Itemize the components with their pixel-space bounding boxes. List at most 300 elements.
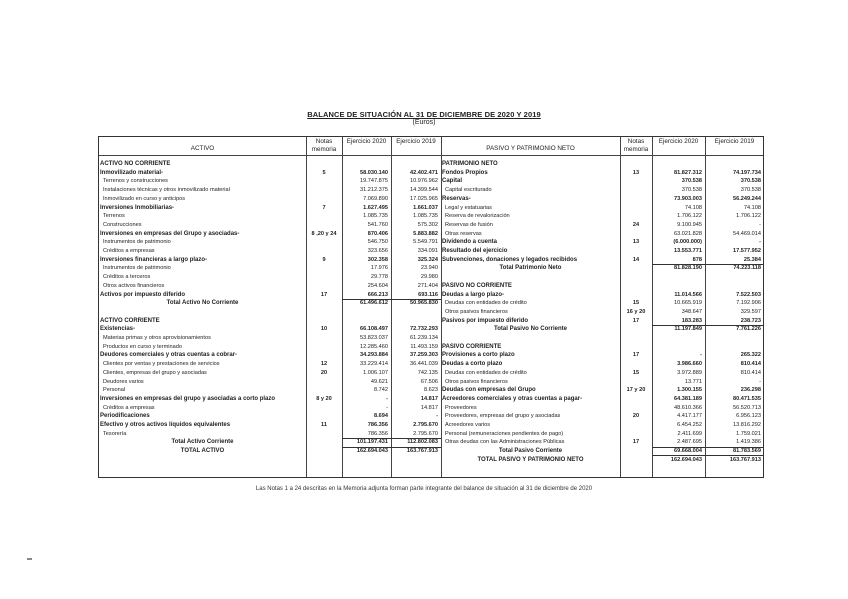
table-row-value-y2020 — [342, 160, 388, 168]
table-row-label: Instrumentos de patrimonio — [103, 265, 171, 272]
table-row-value-y2020: 61.496.612 — [360, 300, 388, 307]
table-row-label: Deudas a largo plazo- — [442, 291, 505, 298]
table-row-label: Deudas con entidades de crédito — [445, 369, 527, 376]
table-row-nota: 11 — [321, 422, 327, 428]
total-underline — [705, 264, 764, 265]
table-row-nota: 17 — [632, 352, 640, 359]
table-row-label: Clientes por ventas y prestaciones de servicios — [103, 361, 220, 368]
table-row-value-y2019: 238.723 — [740, 317, 761, 324]
table-row-nota — [306, 343, 342, 351]
table-row-label: Otros pasivos financieros — [445, 308, 508, 315]
table-row-value-y2020: 786.356 — [367, 430, 388, 437]
table-row-nota — [620, 404, 652, 412]
table-row-value-y2020: 254.604 — [367, 282, 388, 289]
table-row-label: PASIVO CORRIENTE — [442, 343, 502, 350]
table-row-value-y2019: 74.197.734 — [733, 169, 761, 176]
table-row-value-y2020: 29.778 — [370, 274, 388, 281]
total-underline — [652, 264, 705, 265]
table-row-nota — [306, 238, 342, 246]
table-row-label: PATRIMONIO NETO — [442, 161, 498, 167]
table-row-value-y2019: 2.795.670 — [413, 422, 438, 428]
table-row-value-y2020: 183.283 — [681, 317, 702, 324]
table-row-value-y2019: 163.767.913 — [729, 456, 761, 463]
table-row-nota — [620, 160, 652, 168]
table-row-nota — [620, 421, 652, 429]
total-underline — [391, 299, 441, 300]
table-row-label: Productos en curso y terminado — [103, 343, 182, 350]
table-row-value-y2020: 49.621 — [370, 378, 388, 385]
table-row-nota — [620, 447, 652, 455]
table-row-value-y2020: 11.197.849 — [674, 326, 702, 333]
table-row-value-y2020: 6.454.252 — [677, 422, 702, 428]
table-row-value-y2020: 348.647 — [681, 308, 702, 315]
table-row-nota — [620, 204, 652, 212]
table-row-value-y2019: 5.883.882 — [413, 230, 438, 237]
table-row-value-y2019: 11.493.159 — [410, 343, 438, 350]
header-divider — [99, 155, 763, 156]
header-ejercicio-2020-activo: Ejercicio 2020 — [346, 138, 387, 145]
table-row-value-y2019: 1.759.021 — [736, 430, 761, 437]
table-row-nota — [306, 195, 342, 203]
table-row-value-y2019: 370.538 — [740, 178, 761, 185]
table-row-value-y2019: 163.767.913 — [406, 448, 438, 455]
table-row-nota — [306, 447, 342, 455]
table-row-value-y2020: 162.694.043 — [670, 456, 702, 463]
table-row-value-y2019: 36.441.039 — [410, 361, 438, 368]
table-row-label: Construcciones — [103, 221, 142, 228]
table-row-value-y2020: 2.411.699 — [677, 430, 702, 437]
table-row-value-y2019: 50.965.830 — [410, 300, 438, 307]
table-row-label: Total Patrimonio Neto — [499, 265, 562, 272]
table-row-value-y2019 — [391, 308, 438, 316]
table-row-value-y2019: 14.817 — [420, 404, 438, 411]
table-row-value-y2019: 42.402.471 — [410, 169, 438, 176]
table-row-nota: 15 — [632, 300, 640, 307]
header-activo: ACTIVO — [190, 145, 215, 152]
table-row-value-y2020: 541.760 — [367, 221, 388, 228]
table-row-nota — [620, 360, 652, 368]
header-ejercicio-2019-pasivo: Ejercicio 2019 — [714, 138, 755, 145]
table-row-value-y2020: 3.986.660 — [677, 361, 702, 368]
total-underline — [652, 455, 705, 456]
table-row-nota — [306, 334, 342, 342]
table-row-value-y2019: 575.302 — [417, 221, 438, 228]
table-row-value-y2019: 13.816.292 — [733, 422, 761, 428]
table-row-value-y2020 — [342, 317, 388, 325]
table-row-nota: 12 — [320, 361, 328, 368]
table-row-value-y2019: 37.259.303 — [410, 352, 438, 359]
table-row-label: Periodificaciones — [100, 413, 150, 420]
table-row-value-y2020: 33.229.414 — [360, 361, 388, 368]
table-row-value-y2019: 61.239.134 — [410, 335, 438, 341]
table-row-value-y2019: 23.940 — [420, 265, 438, 272]
table-row-value-y2020 — [652, 334, 702, 342]
table-row-value-y2020: 9.100.945 — [677, 221, 702, 228]
table-row-nota — [306, 317, 342, 325]
table-row-label: Clientes, empresas del grupo y asociadas — [103, 369, 207, 376]
table-row-nota: 24 — [632, 221, 640, 228]
table-row-value-y2020: 81.827.312 — [674, 169, 702, 176]
table-row-nota: 5 — [322, 169, 326, 176]
table-row-value-y2019: 10.976.962 — [410, 178, 438, 185]
table-row-value-y2019: 25.384 — [743, 256, 761, 263]
table-row-value-y2020: 17.976 — [370, 265, 388, 272]
table-row-label — [100, 308, 305, 316]
table-row-value-y2019: 67.506 — [420, 378, 438, 385]
table-row-label: Deudas a corto plazo — [442, 361, 503, 368]
table-row-value-y2020: 73.903.003 — [674, 195, 702, 202]
table-row-value-y2020: 31.212.375 — [360, 187, 388, 194]
table-row-label: Existencias- — [100, 326, 136, 333]
table-row-nota — [306, 299, 342, 307]
table-row-value-y2020: 786.356 — [367, 422, 388, 428]
table-row-value-y2020: 69.668.004 — [674, 448, 702, 455]
table-row-label — [442, 273, 619, 281]
table-row-nota — [620, 456, 652, 464]
table-row-value-y2019: 2.795.670 — [413, 430, 438, 437]
table-row-label: Total Activo Corriente — [171, 439, 234, 446]
table-row-value-y2020: - — [386, 395, 388, 402]
table-row-nota — [620, 282, 652, 290]
table-row-value-y2020: 66.108.497 — [360, 326, 388, 333]
table-row-value-y2019 — [705, 273, 761, 281]
table-row-label: Deudores varios — [103, 378, 144, 385]
table-row-nota — [620, 195, 652, 203]
table-row-label: Créditos a terceros — [103, 274, 151, 281]
table-row-label: Tesorería — [103, 430, 127, 437]
table-row-nota — [306, 247, 342, 255]
table-row-value-y2020: 8.694 — [374, 413, 388, 420]
table-row-value-y2020: 870.406 — [367, 230, 388, 237]
table-row-value-y2019: 72.732.293 — [410, 326, 438, 333]
table-row-nota: 13 — [632, 239, 640, 246]
table-row-label: Inversiones en empresas del grupo y asociadas a corto plazo — [100, 395, 276, 402]
table-row-value-y2020: 370.538 — [681, 178, 702, 185]
table-row-label: Deudas con empresas del Grupo — [442, 387, 536, 394]
table-row-label: Acreedores varios — [445, 422, 491, 428]
table-row-nota — [620, 395, 652, 403]
table-row-label: Inversiones en empresas del Grupo y asociadas- — [100, 230, 240, 237]
table-row-label: Reserva de revalorización — [445, 213, 510, 220]
table-row-label: Otros pasivos financieros — [445, 378, 508, 385]
table-row-label: Terrenos y construcciones — [103, 178, 168, 185]
table-row-nota: 14 — [632, 256, 640, 263]
table-row-value-y2020: - — [700, 352, 702, 359]
table-row-value-y2019: 17.577.952 — [733, 248, 761, 254]
table-row-nota — [306, 308, 342, 316]
table-row-label: Instalaciones técnicas y otros inmovilizado material — [103, 187, 230, 194]
table-row-value-y2020: 58.030.140 — [360, 169, 388, 176]
balance-sheet-table — [98, 136, 764, 478]
table-row-nota: 20 — [320, 369, 328, 376]
table-row-label: Reservas- — [442, 195, 471, 202]
table-row-value-y2019: 74.108 — [743, 204, 761, 211]
table-row-value-y2019: 693.116 — [418, 291, 438, 298]
table-row-nota — [306, 438, 342, 446]
table-row-value-y2020 — [652, 282, 702, 290]
table-row-value-y2020: 63.021.828 — [674, 230, 702, 237]
table-row-label: Personal (remuneraciones pendientes de pago) — [445, 430, 564, 437]
total-underline — [342, 438, 391, 439]
table-row-nota — [306, 282, 342, 290]
table-row-value-y2020: 302.358 — [367, 256, 388, 263]
document-subtitle: (Euros) — [412, 119, 436, 126]
table-row-value-y2019: 236.298 — [740, 387, 761, 394]
table-row-value-y2020: 323.656 — [367, 248, 388, 254]
table-row-nota: 9 — [322, 256, 326, 263]
table-row-value-y2019 — [705, 334, 761, 342]
table-row-value-y2019: - — [759, 239, 761, 246]
table-row-value-y2019: 1.706.122 — [736, 213, 761, 220]
table-row-nota: 17 — [320, 291, 328, 298]
table-row-value-y2019: - — [436, 413, 438, 420]
table-row-nota: 17 y 20 — [626, 387, 646, 394]
table-row-nota — [620, 343, 652, 351]
total-underline — [652, 447, 705, 448]
document-title: BALANCE DE SITUACIÓN AL 31 DE DICIEMBRE DE 2020 Y 2019 — [307, 110, 541, 119]
table-row-label: Personal — [103, 387, 126, 394]
table-row-value-y2019: 74.223.118 — [733, 265, 761, 272]
table-row-nota — [306, 273, 342, 281]
table-row-label: Inmovilizado material- — [100, 169, 164, 176]
table-row-label: Subvenciones, donaciones y legados recibidos — [442, 256, 578, 263]
table-row-value-y2019: 742.135 — [417, 369, 438, 376]
table-row-value-y2020: 1.627.495 — [363, 204, 388, 211]
table-row-value-y2019: 271.404 — [417, 282, 438, 289]
total-underline — [705, 325, 764, 326]
table-row-nota — [620, 273, 652, 281]
table-row-value-y2020: 878 — [692, 256, 702, 263]
total-underline — [705, 447, 764, 448]
table-row-nota — [620, 177, 652, 185]
table-row-label: Inversiones Inmobiliarias- — [100, 204, 175, 211]
table-row-label: Instrumentos de patrimonio — [103, 239, 171, 246]
table-row-label: Otras reservas — [445, 230, 482, 237]
table-row-label: Reservas de fusión — [445, 221, 493, 228]
table-row-value-y2020: 11.014.566 — [674, 291, 702, 298]
total-underline — [342, 447, 391, 448]
table-row-value-y2020: 1.300.155 — [677, 387, 702, 394]
table-row-nota — [620, 186, 652, 194]
table-row-value-y2020: 64.381.189 — [674, 395, 702, 402]
table-row-label: Total Pasivo No Corriente — [494, 326, 567, 333]
table-row-nota — [306, 430, 342, 438]
table-row-nota: 8 y 20 — [316, 395, 332, 402]
table-row-value-y2020: 1.006.107 — [363, 369, 388, 376]
table-row-value-y2020: 1.706.122 — [677, 213, 702, 220]
table-row-value-y2020: 48.610.366 — [674, 404, 702, 411]
table-row-label: Legal y estatuarias — [445, 204, 492, 211]
table-row-value-y2020: 666.213 — [367, 291, 388, 298]
table-row-value-y2019: 810.414 — [740, 361, 761, 368]
table-row-value-y2019: 1.419.386 — [736, 439, 761, 446]
table-row-value-y2020 — [652, 343, 702, 351]
table-row-value-y2020: 1.085.735 — [363, 213, 388, 220]
table-row-nota: 16 y 20 — [626, 308, 646, 315]
table-row-label: Inmovilizado en curso y anticipos — [103, 195, 186, 202]
table-row-label: TOTAL PASIVO Y PATRIMONIO NETO — [477, 456, 584, 463]
table-row-label: Capital — [442, 178, 463, 185]
table-row-nota: 7 — [322, 204, 326, 211]
table-row-value-y2020: 101.197.431 — [356, 439, 388, 446]
table-row-label: Proveedores, empresas del grupo y asociadas — [445, 413, 561, 420]
table-row-nota — [620, 334, 652, 342]
table-row-value-y2019: 5.549.791 — [413, 239, 438, 246]
table-row-value-y2020: 546.750 — [367, 239, 388, 246]
table-row-label: ACTIVO CORRIENTE — [100, 317, 160, 324]
table-row-nota: 17 — [632, 439, 640, 446]
table-row-nota — [620, 247, 652, 255]
table-row-label: Proveedores — [445, 404, 477, 411]
table-row-value-y2019: 7.761.226 — [736, 326, 761, 333]
table-row-label: Activos por impuesto diferido — [100, 291, 186, 298]
header-notas-pasivo: Notas memoria — [623, 138, 649, 153]
table-row-value-y2019: 81.783.569 — [733, 448, 761, 455]
table-row-value-y2019: 56.520.713 — [733, 404, 761, 411]
table-row-value-y2019 — [705, 343, 761, 351]
table-row-label: Materias primas y otros aprovisionamientos — [103, 335, 211, 341]
table-row-nota: 10 — [320, 326, 328, 333]
table-row-value-y2020: 10.665.919 — [674, 300, 702, 307]
table-row-value-y2019: 7.522.503 — [736, 291, 761, 298]
table-row-nota — [306, 378, 342, 386]
table-row-value-y2019: 7.192.906 — [736, 300, 761, 307]
table-row-nota: 20 — [632, 413, 640, 420]
table-row-value-y2020 — [652, 160, 702, 168]
table-row-label: Otras deudas con las Administraciones Públicas — [445, 439, 565, 446]
table-row-value-y2019: 112.802.083 — [407, 439, 438, 446]
table-row-value-y2020: 19.747.875 — [360, 178, 388, 185]
table-row-value-y2020: 81.828.190 — [674, 265, 702, 272]
table-row-label: Dividendo a cuenta — [442, 239, 498, 246]
table-row-label: Pasivos por impuesto diferido — [442, 317, 529, 324]
table-row-value-y2019: 8.623 — [424, 387, 438, 394]
table-row-value-y2020: 162.694.043 — [356, 448, 388, 455]
table-row-value-y2019: 14.399.544 — [410, 187, 438, 194]
table-row-label: PASIVO NO CORRIENTE — [442, 282, 512, 289]
table-row-label: Terrenos — [103, 213, 125, 220]
table-row-nota — [306, 264, 342, 272]
table-row-value-y2019 — [705, 282, 761, 290]
table-row-value-y2019 — [391, 160, 438, 168]
table-row-nota — [306, 186, 342, 194]
header-ejercicio-2019-activo: Ejercicio 2019 — [396, 138, 436, 145]
table-row-value-y2020: 3.972.889 — [677, 369, 702, 376]
table-row-value-y2019: 370.538 — [740, 187, 761, 194]
table-row-nota: 8 ,20 y 24 — [311, 230, 337, 237]
table-row-label: Resultado del ejercicio — [442, 248, 508, 254]
table-row-nota — [306, 412, 342, 420]
table-row-value-y2020: 12.285.460 — [360, 343, 388, 350]
table-row-label: Acreedores comerciales y otras cuentas a pagar- — [442, 395, 583, 402]
table-row-value-y2020: 4.417.177 — [677, 413, 702, 420]
header-pasivo: PASIVO Y PATRIMONIO NETO — [486, 145, 575, 152]
table-row-value-y2019: 329.597 — [740, 308, 761, 315]
table-row-value-y2020 — [652, 273, 702, 281]
table-row-value-y2020: (6.000.000) — [673, 239, 702, 246]
table-row-label: Deudas con entidades de crédito — [445, 300, 527, 307]
table-row-value-y2020: - — [386, 404, 388, 411]
table-row-nota — [620, 291, 652, 299]
table-row-value-y2020: 8.742 — [374, 387, 388, 394]
table-row-value-y2019: 334.091 — [417, 248, 438, 254]
table-row-label: ACTIVO NO CORRIENTE — [100, 161, 171, 167]
table-row-nota — [306, 221, 342, 229]
footnote: Las Notas 1 a 24 descritas en la Memoria adjunta forman parte integrante del balance de situación al 31 de diciembre de 2020 — [255, 486, 593, 492]
table-row-value-y2019: 80.471.535 — [733, 395, 761, 402]
table-row-nota — [620, 325, 652, 333]
table-row-nota — [620, 430, 652, 438]
table-row-nota: 15 — [632, 369, 640, 376]
table-row-value-y2019: 54.469.014 — [733, 230, 761, 237]
total-underline — [391, 438, 441, 439]
table-row-value-y2019 — [705, 160, 761, 168]
table-row-value-y2019: 810.414 — [740, 369, 761, 376]
table-row-label: Capital escriturado — [445, 187, 492, 194]
header-notas-activo: Notas memoria — [311, 138, 337, 153]
total-underline — [342, 299, 391, 300]
table-row-nota — [620, 212, 652, 220]
table-row-label: Total Pasivo Corriente — [498, 448, 563, 455]
table-row-nota — [306, 177, 342, 185]
table-row-value-y2019: 6.956.123 — [736, 413, 761, 420]
table-row-nota: 13 — [632, 169, 640, 176]
table-row-value-y2020: 13.771 — [684, 378, 702, 385]
table-row-value-y2020: 53.823.037 — [360, 335, 388, 341]
table-row-value-y2020: 34.293.884 — [360, 352, 388, 359]
table-row-nota — [620, 264, 652, 272]
table-row-label: Total Activo No Corriente — [166, 300, 239, 307]
table-row-nota: 17 — [632, 317, 640, 324]
table-row-nota — [620, 230, 652, 238]
table-row-label — [442, 334, 619, 342]
table-row-value-y2020: 2.487.695 — [677, 439, 702, 446]
table-row-label: TOTAL ACTIVO — [180, 448, 225, 455]
table-row-label: Otros activos financieros — [103, 282, 165, 289]
table-row-label: Deudores comerciales y otras cuentas a cobrar- — [100, 352, 238, 359]
table-row-value-y2019: 56.249.244 — [733, 195, 761, 202]
table-row-label: Inversiones financieras a largo plazo- — [100, 256, 208, 263]
table-row-value-y2019: 1.085.735 — [413, 213, 438, 220]
table-row-value-y2020: 7.069.890 — [363, 195, 388, 202]
table-row-value-y2019: - — [759, 221, 761, 228]
table-row-value-y2019 — [391, 317, 438, 325]
table-row-nota — [306, 160, 342, 168]
table-row-nota — [306, 386, 342, 394]
total-underline — [391, 447, 441, 448]
total-underline — [705, 455, 764, 456]
table-row-value-y2019: 17.025.965 — [410, 195, 438, 202]
table-row-value-y2019: 265.322 — [740, 352, 761, 359]
table-row-value-y2020: 13.553.771 — [674, 248, 702, 254]
header-ejercicio-2020-pasivo: Ejercicio 2020 — [658, 138, 699, 145]
total-underline — [652, 325, 705, 326]
table-row-label: Créditos a empresas — [103, 248, 155, 254]
table-row-nota — [620, 378, 652, 386]
table-row-label: Provisiones a corto plazo — [442, 352, 515, 359]
table-row-value-y2020: 370.538 — [681, 187, 702, 194]
table-row-value-y2019: 14.817 — [420, 395, 438, 402]
table-row-value-y2020: 74.108 — [684, 204, 702, 211]
table-row-value-y2019: 1.661.037 — [413, 204, 438, 211]
table-row-nota — [306, 351, 342, 359]
table-row-value-y2019: - — [759, 378, 761, 385]
table-row-nota — [306, 212, 342, 220]
table-row-value-y2019: 29.980 — [420, 274, 438, 281]
table-row-label: Efectivo y otros activos líquidos equivalentes — [100, 422, 231, 428]
scan-mark — [27, 558, 32, 560]
table-row-nota — [306, 404, 342, 412]
